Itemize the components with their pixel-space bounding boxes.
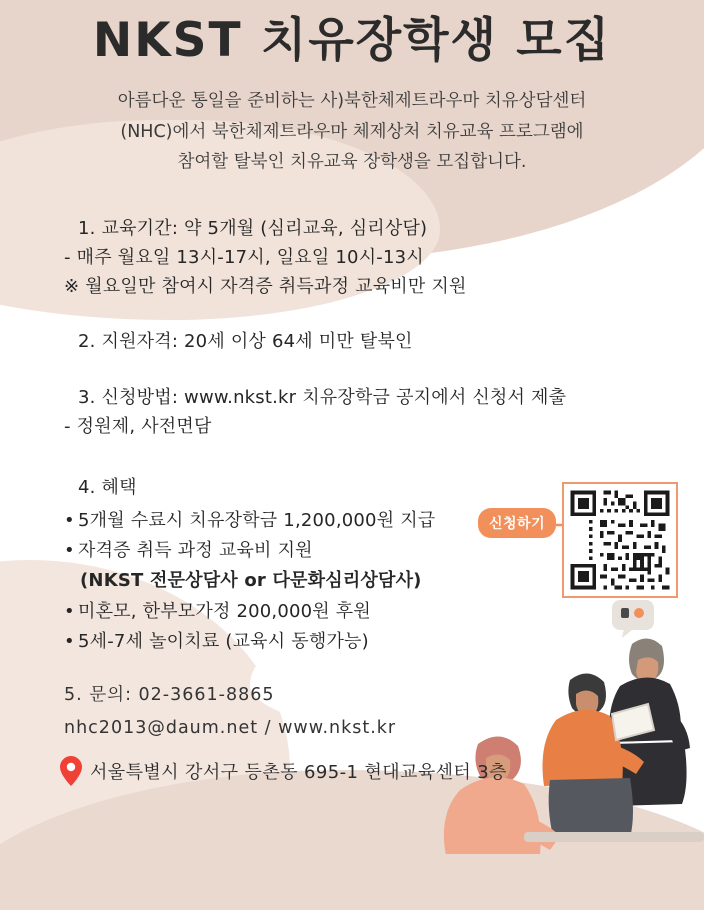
apply-button[interactable]: 신청하기 [478, 508, 556, 538]
subtitle-line-2: (NHC)에서 북한체제트라우마 체제상처 치유교육 프로그램에 [120, 121, 584, 142]
poster-header [0, 0, 704, 178]
section-eligibility [64, 327, 650, 356]
benefits-certificate-note: (NKST 전문상담사 or 다문화심리상담사) [80, 570, 422, 592]
list-item [64, 627, 650, 657]
spacer [64, 447, 650, 473]
list-item-label: 5세-7세 놀이치료 (교육시 동행가능) [78, 630, 369, 652]
address-text: 서울특별시 강서구 등촌동 695-1 현대교육센터 3층 [90, 761, 507, 783]
section-heading: 2. 지원자격: 20세 이상 64세 미만 탈북인 [78, 331, 413, 353]
section-education-period [64, 214, 650, 301]
subtitle-line-1: 아름다운 통일을 준비하는 사)북한체제트라우마 치유상담센터 [117, 91, 587, 112]
subtitle-block [62, 86, 642, 178]
list-item-label: 5개월 수료시 치유장학금 1,200,000원 지급 [78, 510, 436, 532]
contact-block [0, 679, 704, 746]
bullet-dot: • [64, 510, 75, 532]
section-heading: 3. 신청방법: www.nkst.kr 치유장학금 공지에서 신청서 제출 [78, 386, 567, 408]
contact-email: nhc2013@daum.net / www.nkst.kr [64, 718, 397, 739]
section-line: - 정원제, 사전면담 [64, 415, 212, 437]
section-heading: 1. 교육기간: 약 5개월 (심리교육, 심리상담) [78, 217, 428, 239]
contact-phone: 5. 문의: 02-3661-8865 [64, 685, 275, 706]
qr-code-image [567, 487, 673, 593]
bullet-dot: • [64, 630, 75, 652]
bullet-dot: • [64, 600, 75, 622]
subtitle-line-3: 참여할 탈북인 치유교육 장학생을 모집합니다. [177, 152, 527, 173]
bullet-dot: • [64, 540, 75, 562]
address-block [0, 756, 704, 786]
section-line: - 매주 월요일 13시-17시, 일요일 10시-13시 [64, 247, 424, 269]
qr-code[interactable] [562, 482, 678, 598]
section-heading: 4. 혜택 [78, 476, 137, 498]
spacer [64, 363, 650, 383]
spacer [64, 307, 650, 327]
list-item-label: 자격증 취득 과정 교육비 지원 [78, 540, 313, 562]
apply-qr-area [478, 482, 678, 612]
page-title: NKST 치유장학생 모집 [92, 13, 612, 68]
list-item-label: 미혼모, 한부모가정 200,000원 후원 [78, 600, 371, 622]
section-how-to-apply [64, 383, 650, 441]
section-line: ※ 월요일만 참여시 자격증 취득과정 교육비만 지원 [64, 276, 467, 298]
map-pin-icon [60, 756, 82, 786]
